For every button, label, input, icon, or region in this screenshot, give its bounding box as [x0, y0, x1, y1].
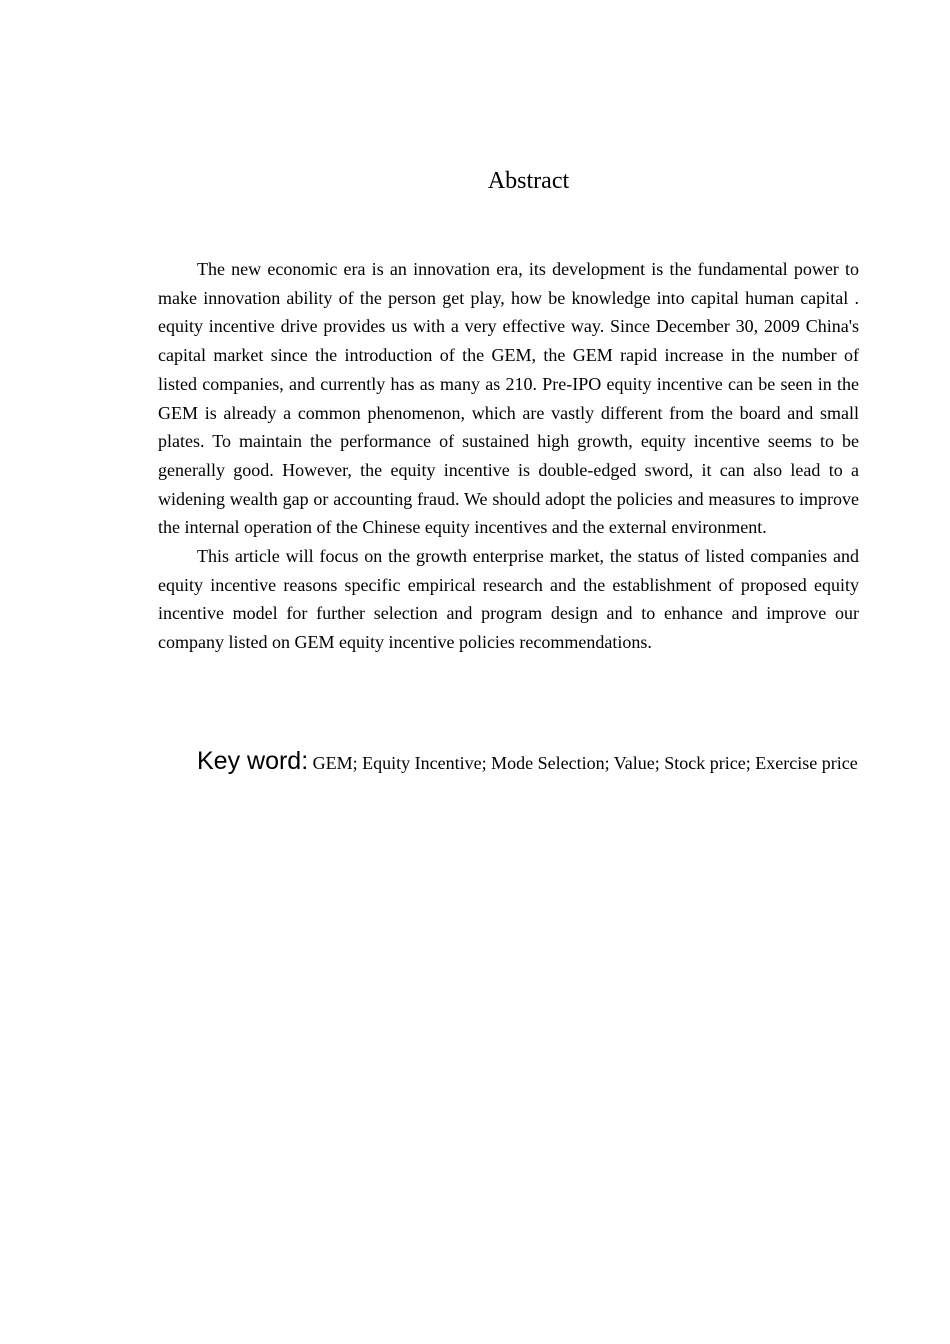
abstract-title: Abstract [487, 168, 570, 194]
abstract-paragraph-1: The new economic era is an innovation era, its development is the fundamental power to make innovation ability of the person get play, how be knowledge into capital human capital . equity incentive drive provides us with a very effective way. Since December 30, 2009 China's capital market since the introduction of the GEM, the GEM rapid increase in the number of listed companies, and currently has as many as 210. Pre-IPO equity incentive can be seen in the GEM is already a common phenomenon, which are vastly different from the board and small plates. To maintain the performance of sustained high growth, equity incentive seems to be generally good. However, the equity incentive is double-edged sword, it can also lead to a widening wealth gap or accounting fraud. We should adopt the policies and measures to improve the internal operation of the Chinese equity incentives and the external environment. [158, 259, 859, 538]
keywords-section [158, 747, 859, 775]
abstract-paragraph-2: This article will focus on the growth enterprise market, the status of listed companies and equity incentive reasons specific empirical research and the establishment of proposed equity incentive model for further selection and program design and to enhance and improve our company listed on GEM equity incentive policies recommendations. [158, 546, 859, 653]
abstract-body [158, 255, 859, 657]
keywords-text: GEM; Equity Incentive; Mode Selection; Value; Stock price; Exercise price [308, 753, 858, 773]
keywords-label: Key word: [197, 747, 309, 775]
